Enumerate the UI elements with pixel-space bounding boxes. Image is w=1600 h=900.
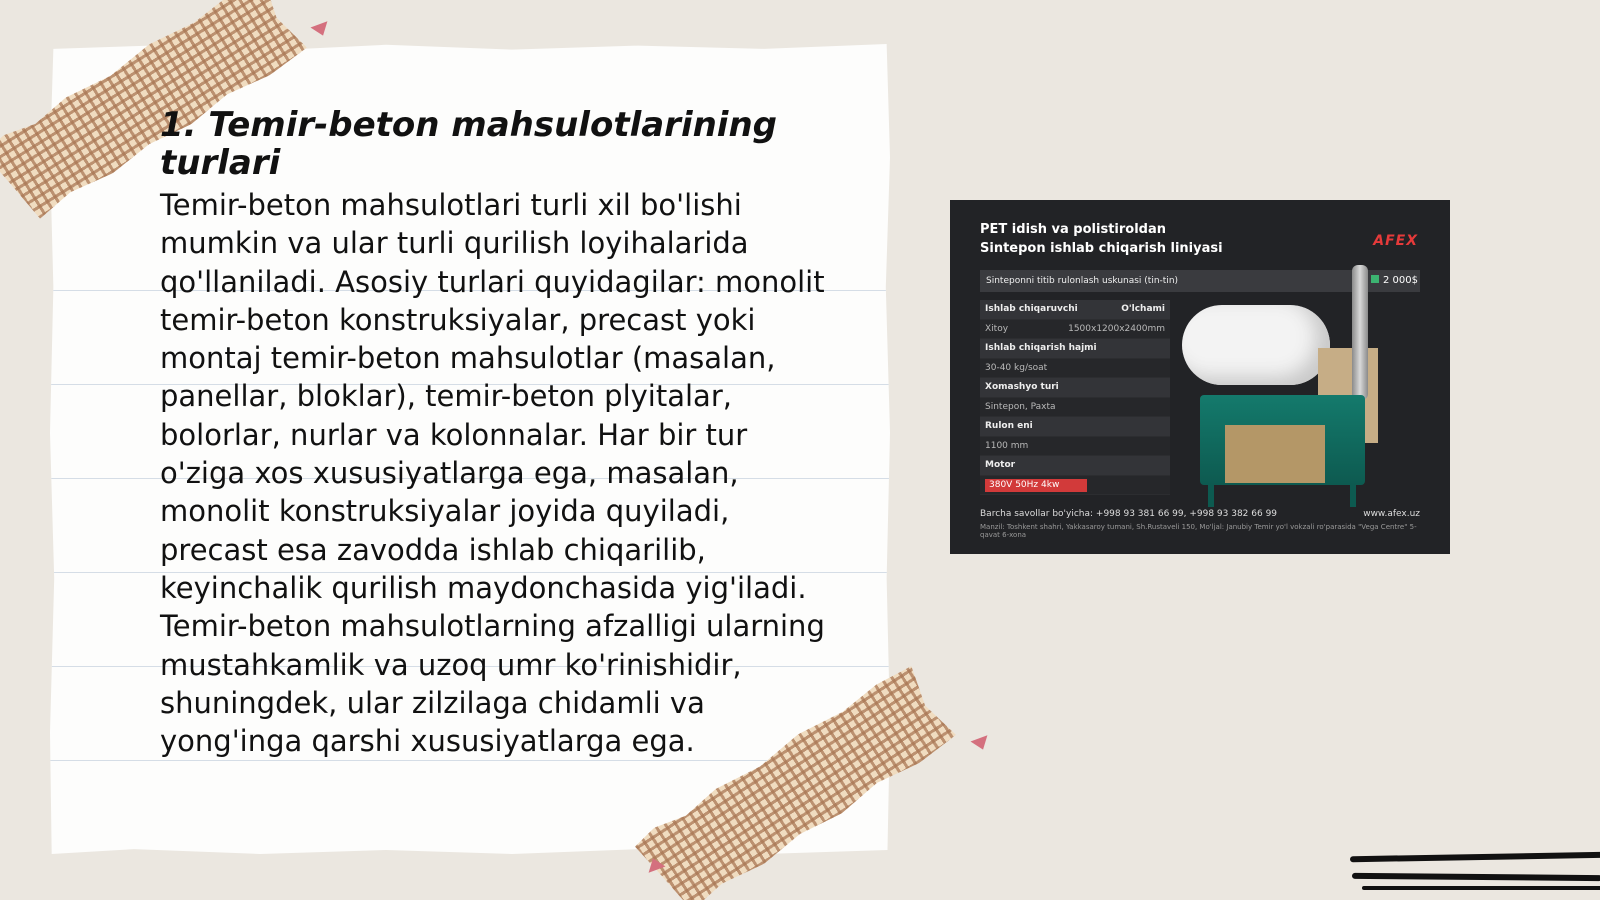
tape-tab-tip	[970, 735, 991, 752]
brush-stroke	[1362, 886, 1600, 890]
spec-label: Motor	[985, 460, 1016, 470]
product-image	[950, 200, 1450, 554]
equipment-name-bar: Sinteponni titib rulonlash uskunasi (tin-tin)	[980, 270, 1420, 292]
contact-phones: Barcha savollar bo'yicha: +998 93 381 66 99, +998 93 382 66 99	[980, 509, 1278, 519]
spec-row	[980, 320, 1170, 340]
slide-body-text: Temir-beton mahsulotlari turli xil bo'lishi mumkin va ular turli qurilish loyihalarida qo'llaniladi. Asosiy turlari quyidagilar: monolit temir-beton konstruksiyalar, precast yoki montaj temir-beton mahsulotlar (masalan, panellar, bloklar), temir-beton plyitalar, bolorlar, nurlar va kolonnalar. Har bir tur o'ziga xos xususiyatlarga ega, masalan, monolit konstruksiyalar joyida quyiladi, precast esa zavodda ishlab chiqarilib, keyinchalik qurilish maydonchasida yig'iladi. Temir-beton mahsulotlarning afzalligi ularning mustahkamlik va uzoq umr ko'rinishidir, shuningdek, ular zilzilaga chidamli va yong'inga qarshi xususiyatlarga ega.	[160, 188, 825, 759]
image-title-line: Sintepon ishlab chiqarish liniyasi	[980, 241, 1223, 256]
slide-heading: 1. Temir-beton mahsulotlarining turlari	[160, 105, 777, 183]
address-line: Manzil: Toshkent shahri, Yakkasaroy tumani, Sh.Rustaveli 150, Mo'ljal: Janubiy Temir yo'l vokzali ro'parasida "Vega Centre" 5-qavat 6-xona	[980, 523, 1417, 539]
spec-row	[980, 398, 1170, 418]
spec-label: Ishlab chiqarish hajmi	[985, 343, 1097, 353]
brush-stroke	[1352, 873, 1600, 881]
spec-row	[980, 437, 1170, 457]
spec-label: O'lchami	[1121, 304, 1165, 314]
price-icon	[1371, 275, 1379, 283]
spec-table	[980, 300, 1170, 495]
exhaust-pipe-illustration	[1352, 265, 1368, 400]
spec-row	[980, 417, 1170, 437]
image-title-line: PET idish va polistiroldan	[980, 222, 1166, 237]
website: www.afex.uz	[1363, 509, 1420, 519]
spec-row	[980, 339, 1170, 359]
spec-value: Sintepon, Paxta	[985, 401, 1056, 412]
image-title	[980, 220, 1223, 258]
price-tag	[1371, 270, 1418, 292]
spec-label: Ishlab chiqaruvchi	[985, 304, 1078, 314]
afex-logo: AFEX	[1373, 233, 1418, 249]
motor-badge: 380V 50Hz 4kw	[985, 479, 1087, 492]
spec-row	[980, 476, 1170, 496]
spec-row	[980, 359, 1170, 379]
spec-row	[980, 300, 1170, 320]
spec-row	[980, 456, 1170, 476]
spec-value: Xitoy	[985, 323, 1009, 334]
brush-stroke	[1350, 852, 1600, 863]
spec-label: Xomashyo turi	[985, 382, 1059, 392]
spec-value: 1500x1200x2400mm	[1068, 323, 1165, 334]
spec-value: 30-40 kg/soat	[985, 362, 1048, 373]
machine-leg	[1208, 483, 1214, 507]
spec-value: 1100 mm	[985, 440, 1029, 451]
spec-label: Rulon eni	[985, 421, 1033, 431]
price-value: 2 000$	[1383, 275, 1418, 286]
machine-fiber-illustration	[1225, 425, 1325, 483]
tape-tab-tip	[310, 21, 331, 38]
contact-line	[980, 509, 1420, 519]
spec-row	[980, 378, 1170, 398]
machine-leg	[1350, 483, 1356, 507]
fiber-roll-illustration	[1182, 305, 1330, 385]
